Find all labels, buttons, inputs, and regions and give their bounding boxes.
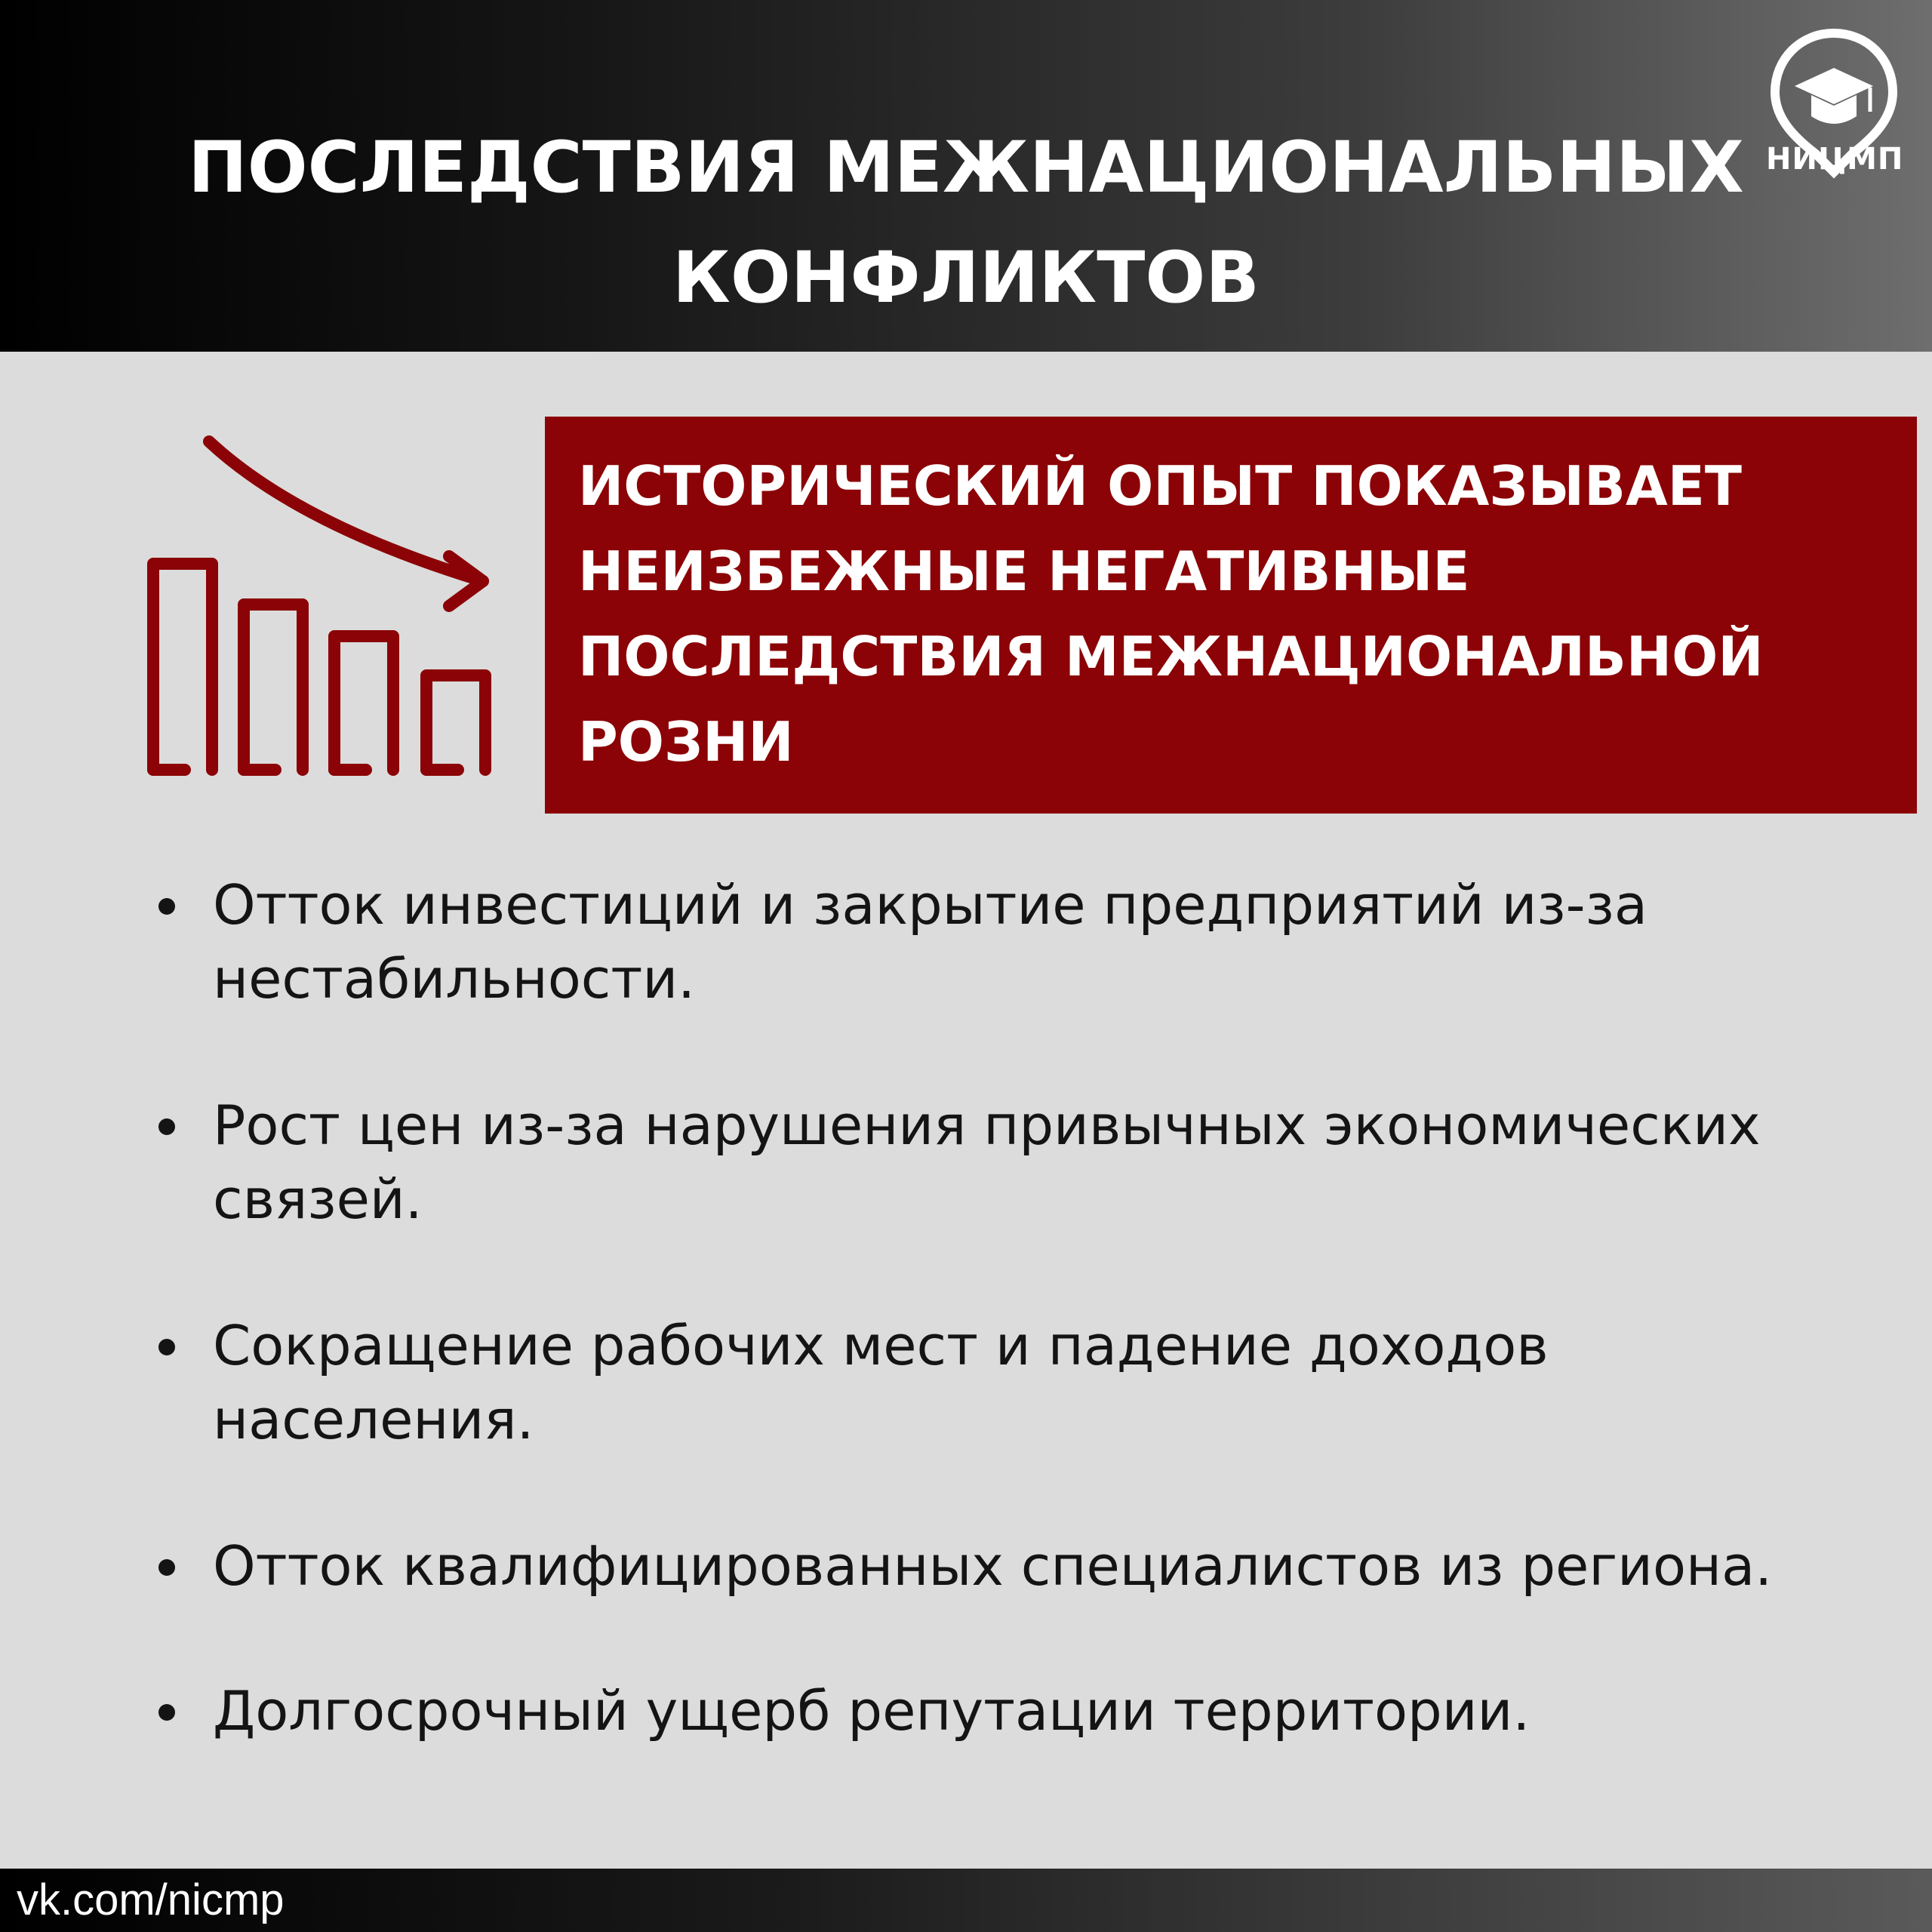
highlight-box (545, 417, 1917, 814)
footer-link[interactable]: vk.com/nicmp (17, 1875, 285, 1924)
page-title (121, 113, 1811, 334)
list-item (158, 1529, 1857, 1603)
list-item (158, 868, 1857, 1016)
highlight-line: НЕИЗБЕЖНЫЕ НЕГАТИВНЫЕ (578, 540, 1470, 603)
highlight-line: РОЗНИ (578, 710, 794, 774)
highlight-line: ПОСЛЕДСТВИЯ МЕЖНАЦИОНАЛЬНОЙ (578, 625, 1764, 688)
bullet-dot-icon (158, 898, 175, 915)
list-item (158, 1309, 1857, 1457)
list-item (158, 1088, 1857, 1236)
footer-bar (0, 1869, 1932, 1932)
list-item-text: Рост цен из-за нарушения привычных экономических связей. (213, 1094, 1761, 1231)
bullet-dot-icon (158, 1339, 175, 1355)
declining-bar-chart-icon (147, 426, 509, 789)
logo-text: НИЦМП (1766, 142, 1904, 177)
list-item-text: Сокращение рабочих мест и падение доходов населения. (213, 1314, 1549, 1451)
bullet-dot-icon (158, 1118, 175, 1135)
list-item-text: Отток квалифицированных специалистов из региона. (213, 1534, 1773, 1598)
highlight-text (578, 444, 1906, 785)
page-title-line: ПОСЛЕДСТВИЯ МЕЖНАЦИОНАЛЬНЫХ (188, 127, 1744, 209)
page-title-line: КОНФЛИКТОВ (672, 237, 1260, 319)
bullet-dot-icon (158, 1559, 175, 1576)
header-bar (0, 0, 1932, 352)
list-item-text: Долгосрочный ущерб репутации территории. (213, 1679, 1531, 1743)
list-item-text: Отток инвестиций и закрытие предприятий из-за нестабильности. (213, 873, 1648, 1011)
bullet-dot-icon (158, 1704, 175, 1721)
highlight-line: ИСТОРИЧЕСКИЙ ОПЫТ ПОКАЗЫВАЕТ (578, 454, 1743, 518)
list-item (158, 1674, 1857, 1748)
